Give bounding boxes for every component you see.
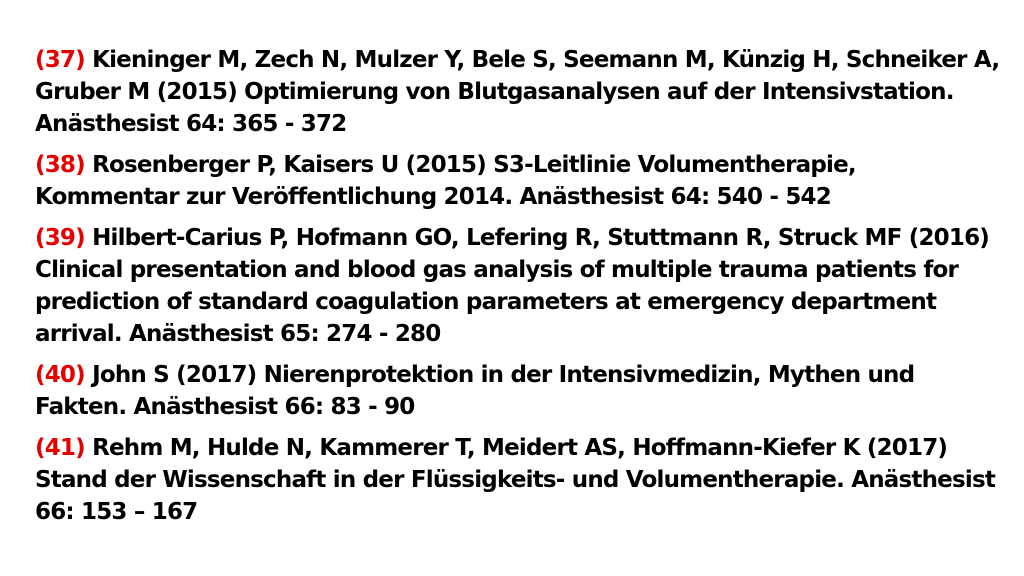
reference-item-40 <box>35 359 1000 423</box>
reference-list <box>35 44 1000 537</box>
reference-item-38 <box>35 149 1000 213</box>
reference-number: (41) <box>35 435 85 461</box>
reference-number: (38) <box>35 152 85 178</box>
reference-item-37 <box>35 44 1000 140</box>
reference-item-39 <box>35 222 1000 350</box>
reference-text: Hilbert-Carius P, Hofmann GO, Lefering R, Stuttmann R, Struck MF (2016) Clinical presentation and blood gas analysis of multiple trauma patients for prediction of standard coagulation parameters at emergency department arrival. Anästhesist 65: 274 - 280 <box>35 225 989 347</box>
reference-text: Rehm M, Hulde N, Kammerer T, Meidert AS, Hoffmann-Kiefer K (2017) Stand der Wissenschaft in der Flüssigkeits- und Volumentherapie. Anästhesist 66: 153 – 167 <box>35 435 996 525</box>
reference-item-41 <box>35 432 1000 528</box>
reference-number: (40) <box>35 362 85 388</box>
reference-text: Kieninger M, Zech N, Mulzer Y, Bele S, Seemann M, Künzig H, Schneiker A, Gruber M (2015) Optimierung von Blutgasanalysen auf der Intensivstation. Anästhesist 64: 365 - 372 <box>35 47 1000 137</box>
reference-text: John S (2017) Nierenprotektion in der Intensivmedizin, Mythen und Fakten. Anästhesist 66: 83 - 90 <box>35 362 915 420</box>
reference-number: (39) <box>35 225 85 251</box>
reference-number: (37) <box>35 47 85 73</box>
reference-text: Rosenberger P, Kaisers U (2015) S3-Leitlinie Volumentherapie, Kommentar zur Veröffentlichung 2014. Anästhesist 64: 540 - 542 <box>35 152 856 210</box>
